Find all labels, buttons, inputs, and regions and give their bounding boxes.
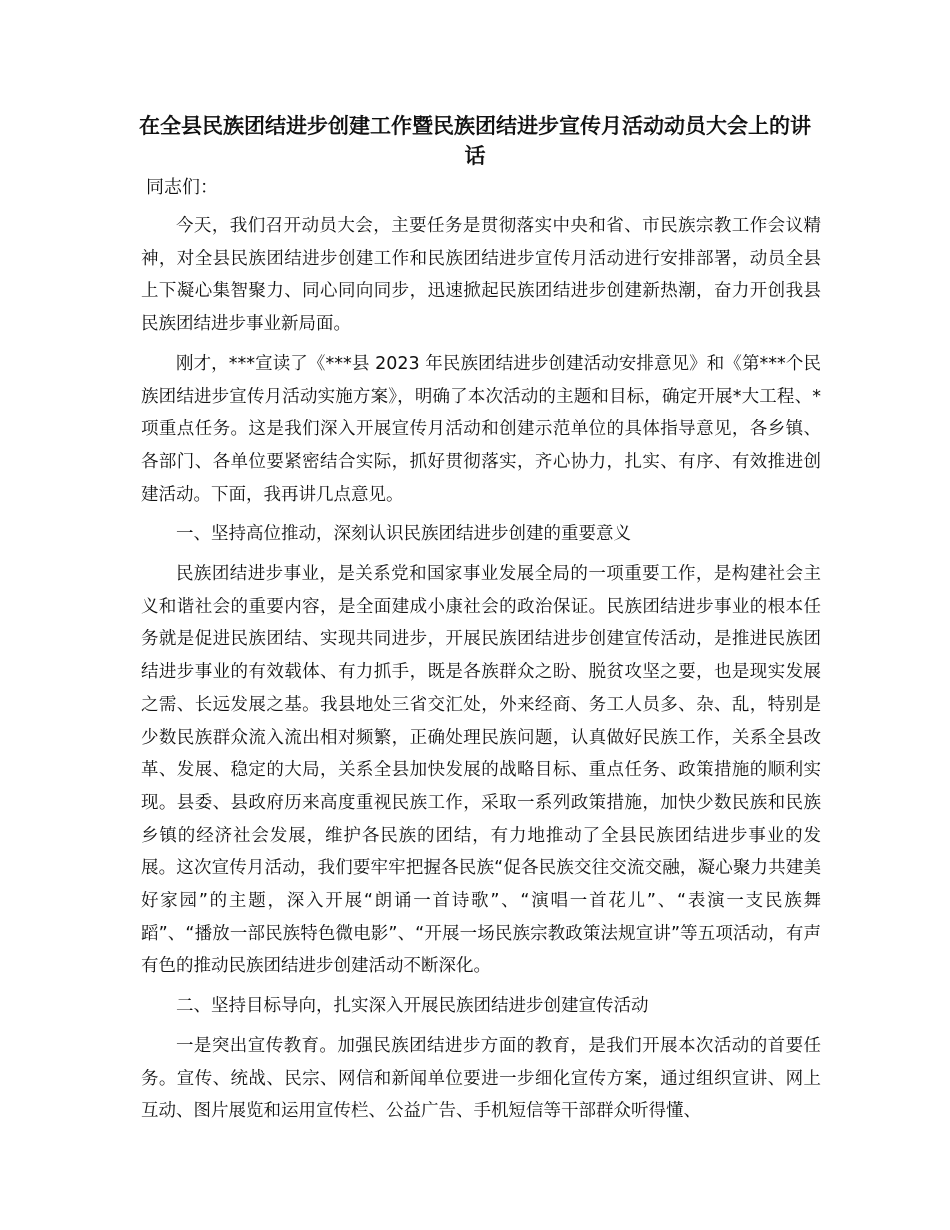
section-heading-1: 一、坚持高位推动，深刻认识民族团结进步创建的重要意义	[176, 524, 631, 545]
document-body	[141, 210, 821, 1135]
paragraph-publicity: 一是突出宣传教育。加强民族团结进步方面的教育，是我们开展本次活动的首要任务。宣传、统战、民宗、网信和新闻单位要进一步细化宣传方案，通过组织宣讲、网上互动、图片展览和运用宣传栏、公益广告、手机短信等干部群众听得懂、	[141, 1035, 821, 1122]
section-heading-2: 二、坚持目标导向，扎实深入开展民族团结进步创建宣传活动	[176, 996, 649, 1017]
page-title: 在全县民族团结进步创建工作暨民族团结进步宣传月活动动员大会上的讲话	[139, 114, 811, 168]
paragraph-opening: 今天，我们召开动员大会，主要任务是贯彻落实中央和省、市民族宗教工作会议精神，对全县民族团结进步创建工作和民族团结进步宣传月活动进行安排部署，动员全县上下凝心集智聚力、同心同向同步，迅速掀起民族团结进步创建新热潮，奋力开创我县民族团结进步事业新局面。	[141, 216, 821, 335]
paragraph-background: 刚才，***宣读了《***县 2023 年民族团结进步创建活动安排意见》和《第***个民族团结进步宣传月活动实施方案》，明确了本次活动的主题和目标，确定开展*大工程、*项重点任务。这是我们深入开展宣传月活动和创建示范单位的具体指导意见，各乡镇、各部门、各单位要紧密结合实际，抓好贯彻落实，齐心协力，扎实、有序、有效推进创建活动。下面，我再讲几点意见。	[141, 353, 821, 505]
salutation: 同志们：	[146, 177, 218, 198]
paragraph-significance: 民族团结进步事业，是关系党和国家事业发展全局的一项重要工作，是构建社会主义和谐社会的重要内容，是全面建成小康社会的政治保证。民族团结进步事业的根本任务就是促进民族团结、实现共同进步，开展民族团结进步创建宣传活动，是推进民族团结进步事业的有效载体、有力抓手，既是各族群众之盼、脱贫攻坚之要，也是现实发展之需、长远发展之基。我县地处三省交汇处，外来经商、务工人员多、杂、乱，特别是少数民族群众流入流出相对频繁，正确处理民族问题，认真做好民族工作，关系全县改革、发展、稳定的大局，关系全县加快发展的战略目标、重点任务、政策措施的顺利实现。县委、县政府历来高度重视民族工作，采取一系列政策措施，加快少数民族和民族乡镇的经济社会发展，维护各民族的团结，有力地推动了全县民族团结进步事业的发展。这次宣传月活动，我们要牢牢把握各民族“促各民族交往交流交融，凝心聚力共建美好家园”的主题，深入开展“朗诵一首诗歌”、“演唱一首花儿”、“表演一支民族舞蹈”、“播放一部民族特色微电影”、“开展一场民族宗教政策法规宣讲”等五项活动，有声有色的推动民族团结进步创建活动不断深化。	[141, 564, 821, 977]
